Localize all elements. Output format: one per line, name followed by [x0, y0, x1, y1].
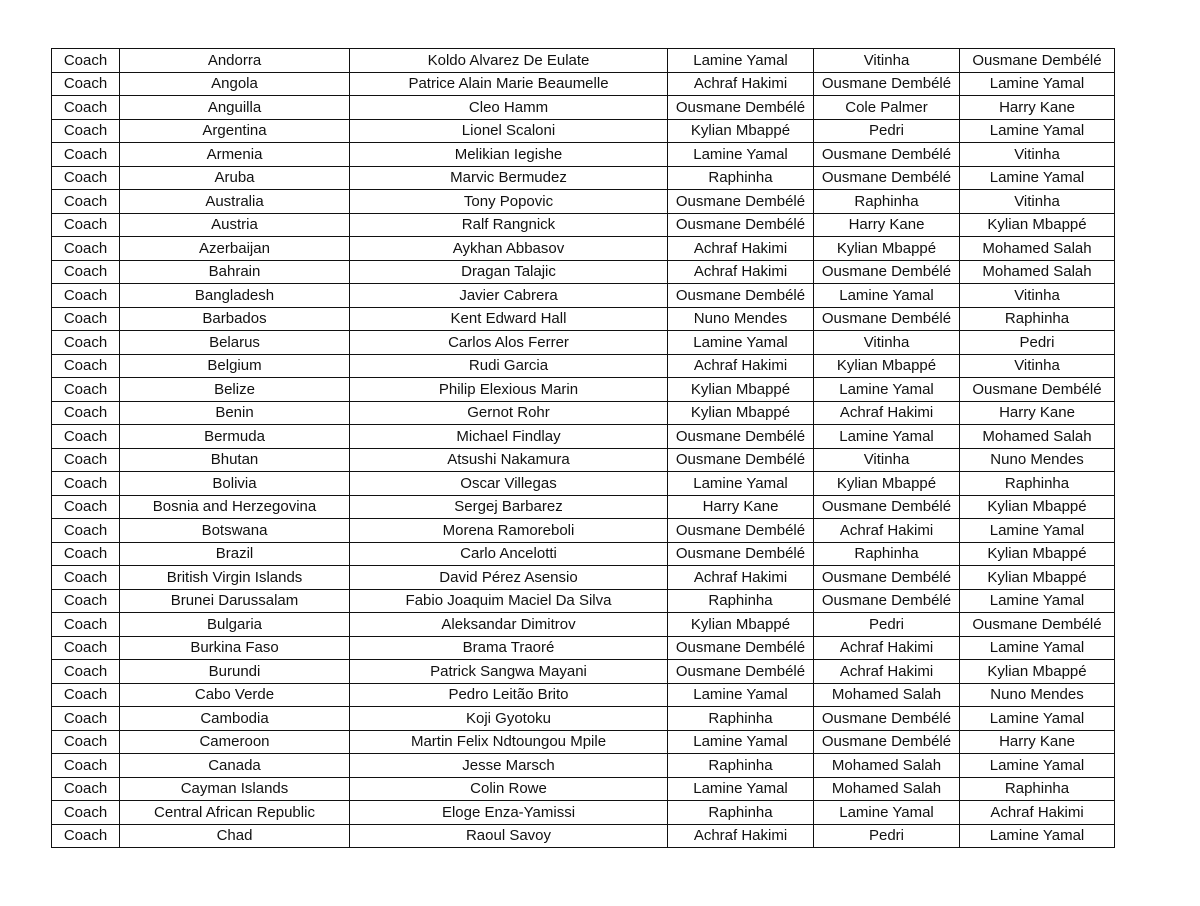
table-row — [52, 213, 1115, 237]
role-cell: Coach — [52, 72, 120, 96]
first-choice-cell: Kylian Mbappé — [668, 119, 814, 143]
table-row — [52, 495, 1115, 519]
role-cell: Coach — [52, 284, 120, 308]
second-choice-cell: Lamine Yamal — [814, 801, 960, 825]
first-choice-cell: Kylian Mbappé — [668, 613, 814, 637]
third-choice-cell: Kylian Mbappé — [960, 495, 1115, 519]
second-choice-cell: Pedri — [814, 119, 960, 143]
first-choice-cell: Ousmane Dembélé — [668, 213, 814, 237]
table-row — [52, 660, 1115, 684]
coach-name-cell: Rudi Garcia — [350, 354, 668, 378]
role-cell: Coach — [52, 683, 120, 707]
country-cell: Belize — [120, 378, 350, 402]
third-choice-cell: Vitinha — [960, 143, 1115, 167]
role-cell: Coach — [52, 190, 120, 214]
country-cell: Anguilla — [120, 96, 350, 120]
role-cell: Coach — [52, 754, 120, 778]
second-choice-cell: Kylian Mbappé — [814, 354, 960, 378]
role-cell: Coach — [52, 566, 120, 590]
second-choice-cell: Achraf Hakimi — [814, 401, 960, 425]
role-cell: Coach — [52, 472, 120, 496]
role-cell: Coach — [52, 401, 120, 425]
third-choice-cell: Kylian Mbappé — [960, 542, 1115, 566]
table-row — [52, 260, 1115, 284]
table-row — [52, 49, 1115, 73]
first-choice-cell: Lamine Yamal — [668, 472, 814, 496]
table-row — [52, 707, 1115, 731]
table-row — [52, 166, 1115, 190]
role-cell: Coach — [52, 589, 120, 613]
coach-name-cell: Melikian Iegishe — [350, 143, 668, 167]
third-choice-cell: Mohamed Salah — [960, 260, 1115, 284]
third-choice-cell: Nuno Mendes — [960, 448, 1115, 472]
first-choice-cell: Achraf Hakimi — [668, 824, 814, 848]
third-choice-cell: Kylian Mbappé — [960, 213, 1115, 237]
first-choice-cell: Ousmane Dembélé — [668, 519, 814, 543]
table-row — [52, 143, 1115, 167]
second-choice-cell: Raphinha — [814, 542, 960, 566]
third-choice-cell: Lamine Yamal — [960, 119, 1115, 143]
third-choice-cell: Kylian Mbappé — [960, 660, 1115, 684]
third-choice-cell: Lamine Yamal — [960, 707, 1115, 731]
country-cell: Cameroon — [120, 730, 350, 754]
second-choice-cell: Kylian Mbappé — [814, 237, 960, 261]
second-choice-cell: Mohamed Salah — [814, 777, 960, 801]
country-cell: British Virgin Islands — [120, 566, 350, 590]
third-choice-cell: Lamine Yamal — [960, 824, 1115, 848]
first-choice-cell: Lamine Yamal — [668, 49, 814, 73]
third-choice-cell: Kylian Mbappé — [960, 566, 1115, 590]
coach-name-cell: Atsushi Nakamura — [350, 448, 668, 472]
country-cell: Botswana — [120, 519, 350, 543]
third-choice-cell: Lamine Yamal — [960, 754, 1115, 778]
coach-name-cell: Javier Cabrera — [350, 284, 668, 308]
country-cell: Angola — [120, 72, 350, 96]
country-cell: Brunei Darussalam — [120, 589, 350, 613]
first-choice-cell: Lamine Yamal — [668, 777, 814, 801]
first-choice-cell: Lamine Yamal — [668, 331, 814, 355]
country-cell: Chad — [120, 824, 350, 848]
role-cell: Coach — [52, 49, 120, 73]
coach-name-cell: Marvic Bermudez — [350, 166, 668, 190]
coach-name-cell: Colin Rowe — [350, 777, 668, 801]
coach-name-cell: Aykhan Abbasov — [350, 237, 668, 261]
table-row — [52, 566, 1115, 590]
second-choice-cell: Lamine Yamal — [814, 284, 960, 308]
role-cell: Coach — [52, 801, 120, 825]
first-choice-cell: Kylian Mbappé — [668, 401, 814, 425]
third-choice-cell: Achraf Hakimi — [960, 801, 1115, 825]
country-cell: Bolivia — [120, 472, 350, 496]
coach-name-cell: Philip Elexious Marin — [350, 378, 668, 402]
third-choice-cell: Harry Kane — [960, 401, 1115, 425]
first-choice-cell: Raphinha — [668, 166, 814, 190]
role-cell: Coach — [52, 660, 120, 684]
role-cell: Coach — [52, 636, 120, 660]
table-row — [52, 824, 1115, 848]
second-choice-cell: Ousmane Dembélé — [814, 589, 960, 613]
first-choice-cell: Harry Kane — [668, 495, 814, 519]
country-cell: Bermuda — [120, 425, 350, 449]
country-cell: Cabo Verde — [120, 683, 350, 707]
third-choice-cell: Mohamed Salah — [960, 237, 1115, 261]
role-cell: Coach — [52, 119, 120, 143]
second-choice-cell: Cole Palmer — [814, 96, 960, 120]
country-cell: Burkina Faso — [120, 636, 350, 660]
third-choice-cell: Raphinha — [960, 307, 1115, 331]
table-row — [52, 307, 1115, 331]
second-choice-cell: Vitinha — [814, 448, 960, 472]
role-cell: Coach — [52, 213, 120, 237]
first-choice-cell: Lamine Yamal — [668, 683, 814, 707]
coach-name-cell: Lionel Scaloni — [350, 119, 668, 143]
table-row — [52, 589, 1115, 613]
first-choice-cell: Ousmane Dembélé — [668, 425, 814, 449]
table-row — [52, 683, 1115, 707]
coach-name-cell: Ralf Rangnick — [350, 213, 668, 237]
third-choice-cell: Lamine Yamal — [960, 589, 1115, 613]
country-cell: Burundi — [120, 660, 350, 684]
first-choice-cell: Raphinha — [668, 801, 814, 825]
country-cell: Bangladesh — [120, 284, 350, 308]
first-choice-cell: Raphinha — [668, 754, 814, 778]
first-choice-cell: Achraf Hakimi — [668, 72, 814, 96]
role-cell: Coach — [52, 354, 120, 378]
table-body — [52, 49, 1115, 848]
first-choice-cell: Ousmane Dembélé — [668, 190, 814, 214]
coach-name-cell: Fabio Joaquim Maciel Da Silva — [350, 589, 668, 613]
second-choice-cell: Ousmane Dembélé — [814, 143, 960, 167]
country-cell: Belarus — [120, 331, 350, 355]
second-choice-cell: Vitinha — [814, 49, 960, 73]
coach-name-cell: Dragan Talajic — [350, 260, 668, 284]
role-cell: Coach — [52, 613, 120, 637]
role-cell: Coach — [52, 425, 120, 449]
table-row — [52, 472, 1115, 496]
second-choice-cell: Ousmane Dembélé — [814, 72, 960, 96]
third-choice-cell: Lamine Yamal — [960, 519, 1115, 543]
second-choice-cell: Pedri — [814, 824, 960, 848]
table-row — [52, 754, 1115, 778]
coach-name-cell: Patrice Alain Marie Beaumelle — [350, 72, 668, 96]
coach-name-cell: Morena Ramoreboli — [350, 519, 668, 543]
role-cell: Coach — [52, 519, 120, 543]
coach-name-cell: Eloge Enza-Yamissi — [350, 801, 668, 825]
second-choice-cell: Lamine Yamal — [814, 378, 960, 402]
coach-name-cell: Carlo Ancelotti — [350, 542, 668, 566]
country-cell: Armenia — [120, 143, 350, 167]
coach-name-cell: Martin Felix Ndtoungou Mpile — [350, 730, 668, 754]
role-cell: Coach — [52, 331, 120, 355]
coach-name-cell: Koldo Alvarez De Eulate — [350, 49, 668, 73]
country-cell: Canada — [120, 754, 350, 778]
second-choice-cell: Kylian Mbappé — [814, 472, 960, 496]
country-cell: Cayman Islands — [120, 777, 350, 801]
country-cell: Azerbaijan — [120, 237, 350, 261]
table-row — [52, 730, 1115, 754]
third-choice-cell: Ousmane Dembélé — [960, 49, 1115, 73]
table-row — [52, 801, 1115, 825]
second-choice-cell: Ousmane Dembélé — [814, 566, 960, 590]
second-choice-cell: Ousmane Dembélé — [814, 707, 960, 731]
coach-name-cell: Pedro Leitão Brito — [350, 683, 668, 707]
role-cell: Coach — [52, 707, 120, 731]
first-choice-cell: Ousmane Dembélé — [668, 284, 814, 308]
coach-name-cell: Jesse Marsch — [350, 754, 668, 778]
country-cell: Bahrain — [120, 260, 350, 284]
third-choice-cell: Ousmane Dembélé — [960, 613, 1115, 637]
first-choice-cell: Achraf Hakimi — [668, 260, 814, 284]
table-row — [52, 284, 1115, 308]
first-choice-cell: Raphinha — [668, 707, 814, 731]
first-choice-cell: Nuno Mendes — [668, 307, 814, 331]
first-choice-cell: Ousmane Dembélé — [668, 96, 814, 120]
second-choice-cell: Achraf Hakimi — [814, 636, 960, 660]
second-choice-cell: Ousmane Dembélé — [814, 730, 960, 754]
first-choice-cell: Ousmane Dembélé — [668, 448, 814, 472]
second-choice-cell: Ousmane Dembélé — [814, 166, 960, 190]
first-choice-cell: Ousmane Dembélé — [668, 542, 814, 566]
third-choice-cell: Vitinha — [960, 190, 1115, 214]
role-cell: Coach — [52, 824, 120, 848]
role-cell: Coach — [52, 777, 120, 801]
third-choice-cell: Mohamed Salah — [960, 425, 1115, 449]
third-choice-cell: Ousmane Dembélé — [960, 378, 1115, 402]
second-choice-cell: Lamine Yamal — [814, 425, 960, 449]
third-choice-cell: Vitinha — [960, 284, 1115, 308]
first-choice-cell: Ousmane Dembélé — [668, 660, 814, 684]
role-cell: Coach — [52, 96, 120, 120]
country-cell: Belgium — [120, 354, 350, 378]
third-choice-cell: Vitinha — [960, 354, 1115, 378]
coach-name-cell: Michael Findlay — [350, 425, 668, 449]
third-choice-cell: Nuno Mendes — [960, 683, 1115, 707]
country-cell: Central African Republic — [120, 801, 350, 825]
table-row — [52, 519, 1115, 543]
table-row — [52, 354, 1115, 378]
coach-name-cell: Cleo Hamm — [350, 96, 668, 120]
role-cell: Coach — [52, 448, 120, 472]
coach-name-cell: Kent Edward Hall — [350, 307, 668, 331]
coach-name-cell: Brama Traoré — [350, 636, 668, 660]
first-choice-cell: Lamine Yamal — [668, 143, 814, 167]
second-choice-cell: Achraf Hakimi — [814, 519, 960, 543]
country-cell: Barbados — [120, 307, 350, 331]
table-row — [52, 636, 1115, 660]
second-choice-cell: Mohamed Salah — [814, 683, 960, 707]
country-cell: Bhutan — [120, 448, 350, 472]
third-choice-cell: Lamine Yamal — [960, 72, 1115, 96]
first-choice-cell: Achraf Hakimi — [668, 354, 814, 378]
first-choice-cell: Lamine Yamal — [668, 730, 814, 754]
first-choice-cell: Achraf Hakimi — [668, 237, 814, 261]
third-choice-cell: Pedri — [960, 331, 1115, 355]
country-cell: Andorra — [120, 49, 350, 73]
second-choice-cell: Vitinha — [814, 331, 960, 355]
coach-name-cell: Carlos Alos Ferrer — [350, 331, 668, 355]
table-row — [52, 331, 1115, 355]
role-cell: Coach — [52, 495, 120, 519]
country-cell: Australia — [120, 190, 350, 214]
country-cell: Bulgaria — [120, 613, 350, 637]
table-row — [52, 777, 1115, 801]
first-choice-cell: Raphinha — [668, 589, 814, 613]
third-choice-cell: Lamine Yamal — [960, 636, 1115, 660]
table-row — [52, 72, 1115, 96]
coach-name-cell: Tony Popovic — [350, 190, 668, 214]
second-choice-cell: Ousmane Dembélé — [814, 307, 960, 331]
first-choice-cell: Kylian Mbappé — [668, 378, 814, 402]
role-cell: Coach — [52, 143, 120, 167]
third-choice-cell: Raphinha — [960, 777, 1115, 801]
table-row — [52, 613, 1115, 637]
second-choice-cell: Mohamed Salah — [814, 754, 960, 778]
table-row — [52, 190, 1115, 214]
role-cell: Coach — [52, 542, 120, 566]
third-choice-cell: Harry Kane — [960, 96, 1115, 120]
country-cell: Argentina — [120, 119, 350, 143]
first-choice-cell: Achraf Hakimi — [668, 566, 814, 590]
country-cell: Benin — [120, 401, 350, 425]
coach-name-cell: David Pérez Asensio — [350, 566, 668, 590]
coach-name-cell: Aleksandar Dimitrov — [350, 613, 668, 637]
second-choice-cell: Ousmane Dembélé — [814, 260, 960, 284]
role-cell: Coach — [52, 378, 120, 402]
country-cell: Brazil — [120, 542, 350, 566]
table-row — [52, 425, 1115, 449]
country-cell: Cambodia — [120, 707, 350, 731]
table-row — [52, 542, 1115, 566]
second-choice-cell: Raphinha — [814, 190, 960, 214]
role-cell: Coach — [52, 307, 120, 331]
second-choice-cell: Ousmane Dembélé — [814, 495, 960, 519]
table-row — [52, 378, 1115, 402]
coach-name-cell: Oscar Villegas — [350, 472, 668, 496]
country-cell: Bosnia and Herzegovina — [120, 495, 350, 519]
third-choice-cell: Harry Kane — [960, 730, 1115, 754]
role-cell: Coach — [52, 237, 120, 261]
second-choice-cell: Pedri — [814, 613, 960, 637]
first-choice-cell: Ousmane Dembélé — [668, 636, 814, 660]
role-cell: Coach — [52, 730, 120, 754]
vote-table — [51, 48, 1115, 848]
table-row — [52, 448, 1115, 472]
coach-name-cell: Gernot Rohr — [350, 401, 668, 425]
coach-name-cell: Raoul Savoy — [350, 824, 668, 848]
table-row — [52, 237, 1115, 261]
second-choice-cell: Harry Kane — [814, 213, 960, 237]
country-cell: Aruba — [120, 166, 350, 190]
third-choice-cell: Lamine Yamal — [960, 166, 1115, 190]
second-choice-cell: Achraf Hakimi — [814, 660, 960, 684]
table-row — [52, 401, 1115, 425]
coach-name-cell: Sergej Barbarez — [350, 495, 668, 519]
table-row — [52, 119, 1115, 143]
country-cell: Austria — [120, 213, 350, 237]
table-row — [52, 96, 1115, 120]
coach-name-cell: Patrick Sangwa Mayani — [350, 660, 668, 684]
third-choice-cell: Raphinha — [960, 472, 1115, 496]
role-cell: Coach — [52, 260, 120, 284]
role-cell: Coach — [52, 166, 120, 190]
coach-name-cell: Koji Gyotoku — [350, 707, 668, 731]
